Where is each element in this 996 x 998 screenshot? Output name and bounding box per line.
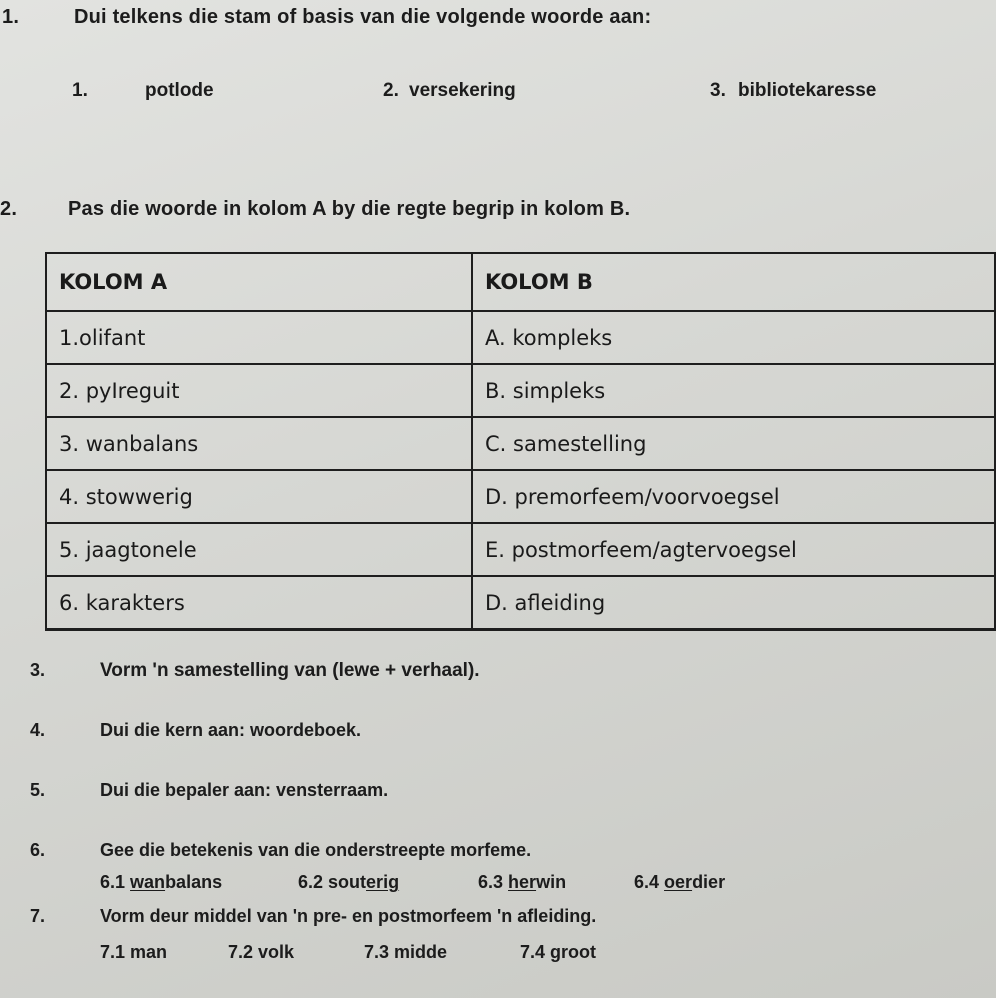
q6-item-label: 6.3 bbox=[478, 872, 504, 892]
column-b-cell: C. samestelling bbox=[472, 417, 995, 470]
question-1-text: Dui telkens die stam of basis van die volgende woorde aan: bbox=[74, 6, 652, 28]
column-b-header: KOLOM B bbox=[472, 253, 995, 311]
table-header-row bbox=[46, 253, 995, 311]
question-6-text: Gee die betekenis van die onderstreepte morfeme. bbox=[100, 840, 532, 860]
column-a-header: KOLOM A bbox=[46, 253, 472, 311]
matching-table bbox=[45, 252, 996, 631]
q7-item-4: 7.4 groot bbox=[520, 942, 597, 962]
underlined-morpheme: oer bbox=[664, 872, 693, 892]
column-a-cell: 6. karakters bbox=[46, 576, 472, 630]
table-row bbox=[46, 311, 995, 364]
question-3-text: Vorm 'n samestelling van (lewe + verhaal). bbox=[100, 660, 480, 681]
question-3-number: 3. bbox=[30, 660, 46, 680]
column-a-cell: 4. stowwerig bbox=[46, 470, 472, 523]
question-6-number: 6. bbox=[30, 840, 46, 860]
q6-item-rest: dier bbox=[692, 872, 726, 892]
q6-item-4 bbox=[634, 872, 725, 893]
question-7-number: 7. bbox=[30, 906, 46, 926]
question-2-text: Pas die woorde in kolom A by die regte begrip in kolom B. bbox=[68, 198, 631, 220]
q7-item-1: 7.1 man bbox=[100, 942, 168, 962]
column-a-cell: 1.olifant bbox=[46, 311, 472, 364]
underlined-morpheme: wan bbox=[130, 872, 166, 892]
q6-item-label: 6.2 bbox=[298, 872, 324, 892]
table-row bbox=[46, 417, 995, 470]
q6-item-3 bbox=[478, 872, 566, 893]
question-2-number: 2. bbox=[0, 198, 18, 220]
column-a-cell: 3. wanbalans bbox=[46, 417, 472, 470]
q1-item-2-number: 2. bbox=[383, 80, 399, 101]
column-b-cell: D. premorfeem/voorvoegsel bbox=[472, 470, 995, 523]
column-a-cell: 2. pyIreguit bbox=[46, 364, 472, 417]
table-row bbox=[46, 523, 995, 576]
column-a-cell: 5. jaagtonele bbox=[46, 523, 472, 576]
column-b-cell: D. afleiding bbox=[472, 576, 995, 630]
q6-item-2 bbox=[298, 872, 399, 893]
q6-item-rest: win bbox=[536, 872, 567, 892]
q6-item-rest: balans bbox=[165, 872, 223, 892]
q1-item-1-word: potlode bbox=[145, 80, 214, 101]
question-1-number: 1. bbox=[2, 6, 20, 28]
q7-item-2: 7.2 volk bbox=[228, 942, 295, 962]
question-7-text: Vorm deur middel van 'n pre- en postmorfeem 'n afleiding. bbox=[100, 906, 597, 926]
table-row bbox=[46, 364, 995, 417]
q6-item-1 bbox=[100, 872, 222, 893]
q1-item-1-number: 1. bbox=[72, 80, 88, 101]
q6-item-label: 6.1 bbox=[100, 872, 126, 892]
column-b-cell: B. simpleks bbox=[472, 364, 995, 417]
question-4-text: Dui die kern aan: woordeboek. bbox=[100, 720, 362, 740]
q6-item-rest: sout bbox=[328, 872, 367, 892]
question-5-text: Dui die bepaler aan: vensterraam. bbox=[100, 780, 389, 800]
column-b-cell: E. postmorfeem/agtervoegsel bbox=[472, 523, 995, 576]
q1-item-3-word: bibliotekaresse bbox=[738, 80, 877, 101]
column-b-cell: A. kompleks bbox=[472, 311, 995, 364]
question-4-number: 4. bbox=[30, 720, 46, 740]
q7-item-3: 7.3 midde bbox=[364, 942, 448, 962]
underlined-morpheme: erig bbox=[366, 872, 400, 892]
q1-item-2-word: versekering bbox=[409, 80, 516, 101]
table-row bbox=[46, 470, 995, 523]
q1-item-3-number: 3. bbox=[710, 80, 726, 101]
underlined-morpheme: her bbox=[508, 872, 537, 892]
q6-item-label: 6.4 bbox=[634, 872, 660, 892]
table-row bbox=[46, 576, 995, 630]
question-5-number: 5. bbox=[30, 780, 46, 800]
